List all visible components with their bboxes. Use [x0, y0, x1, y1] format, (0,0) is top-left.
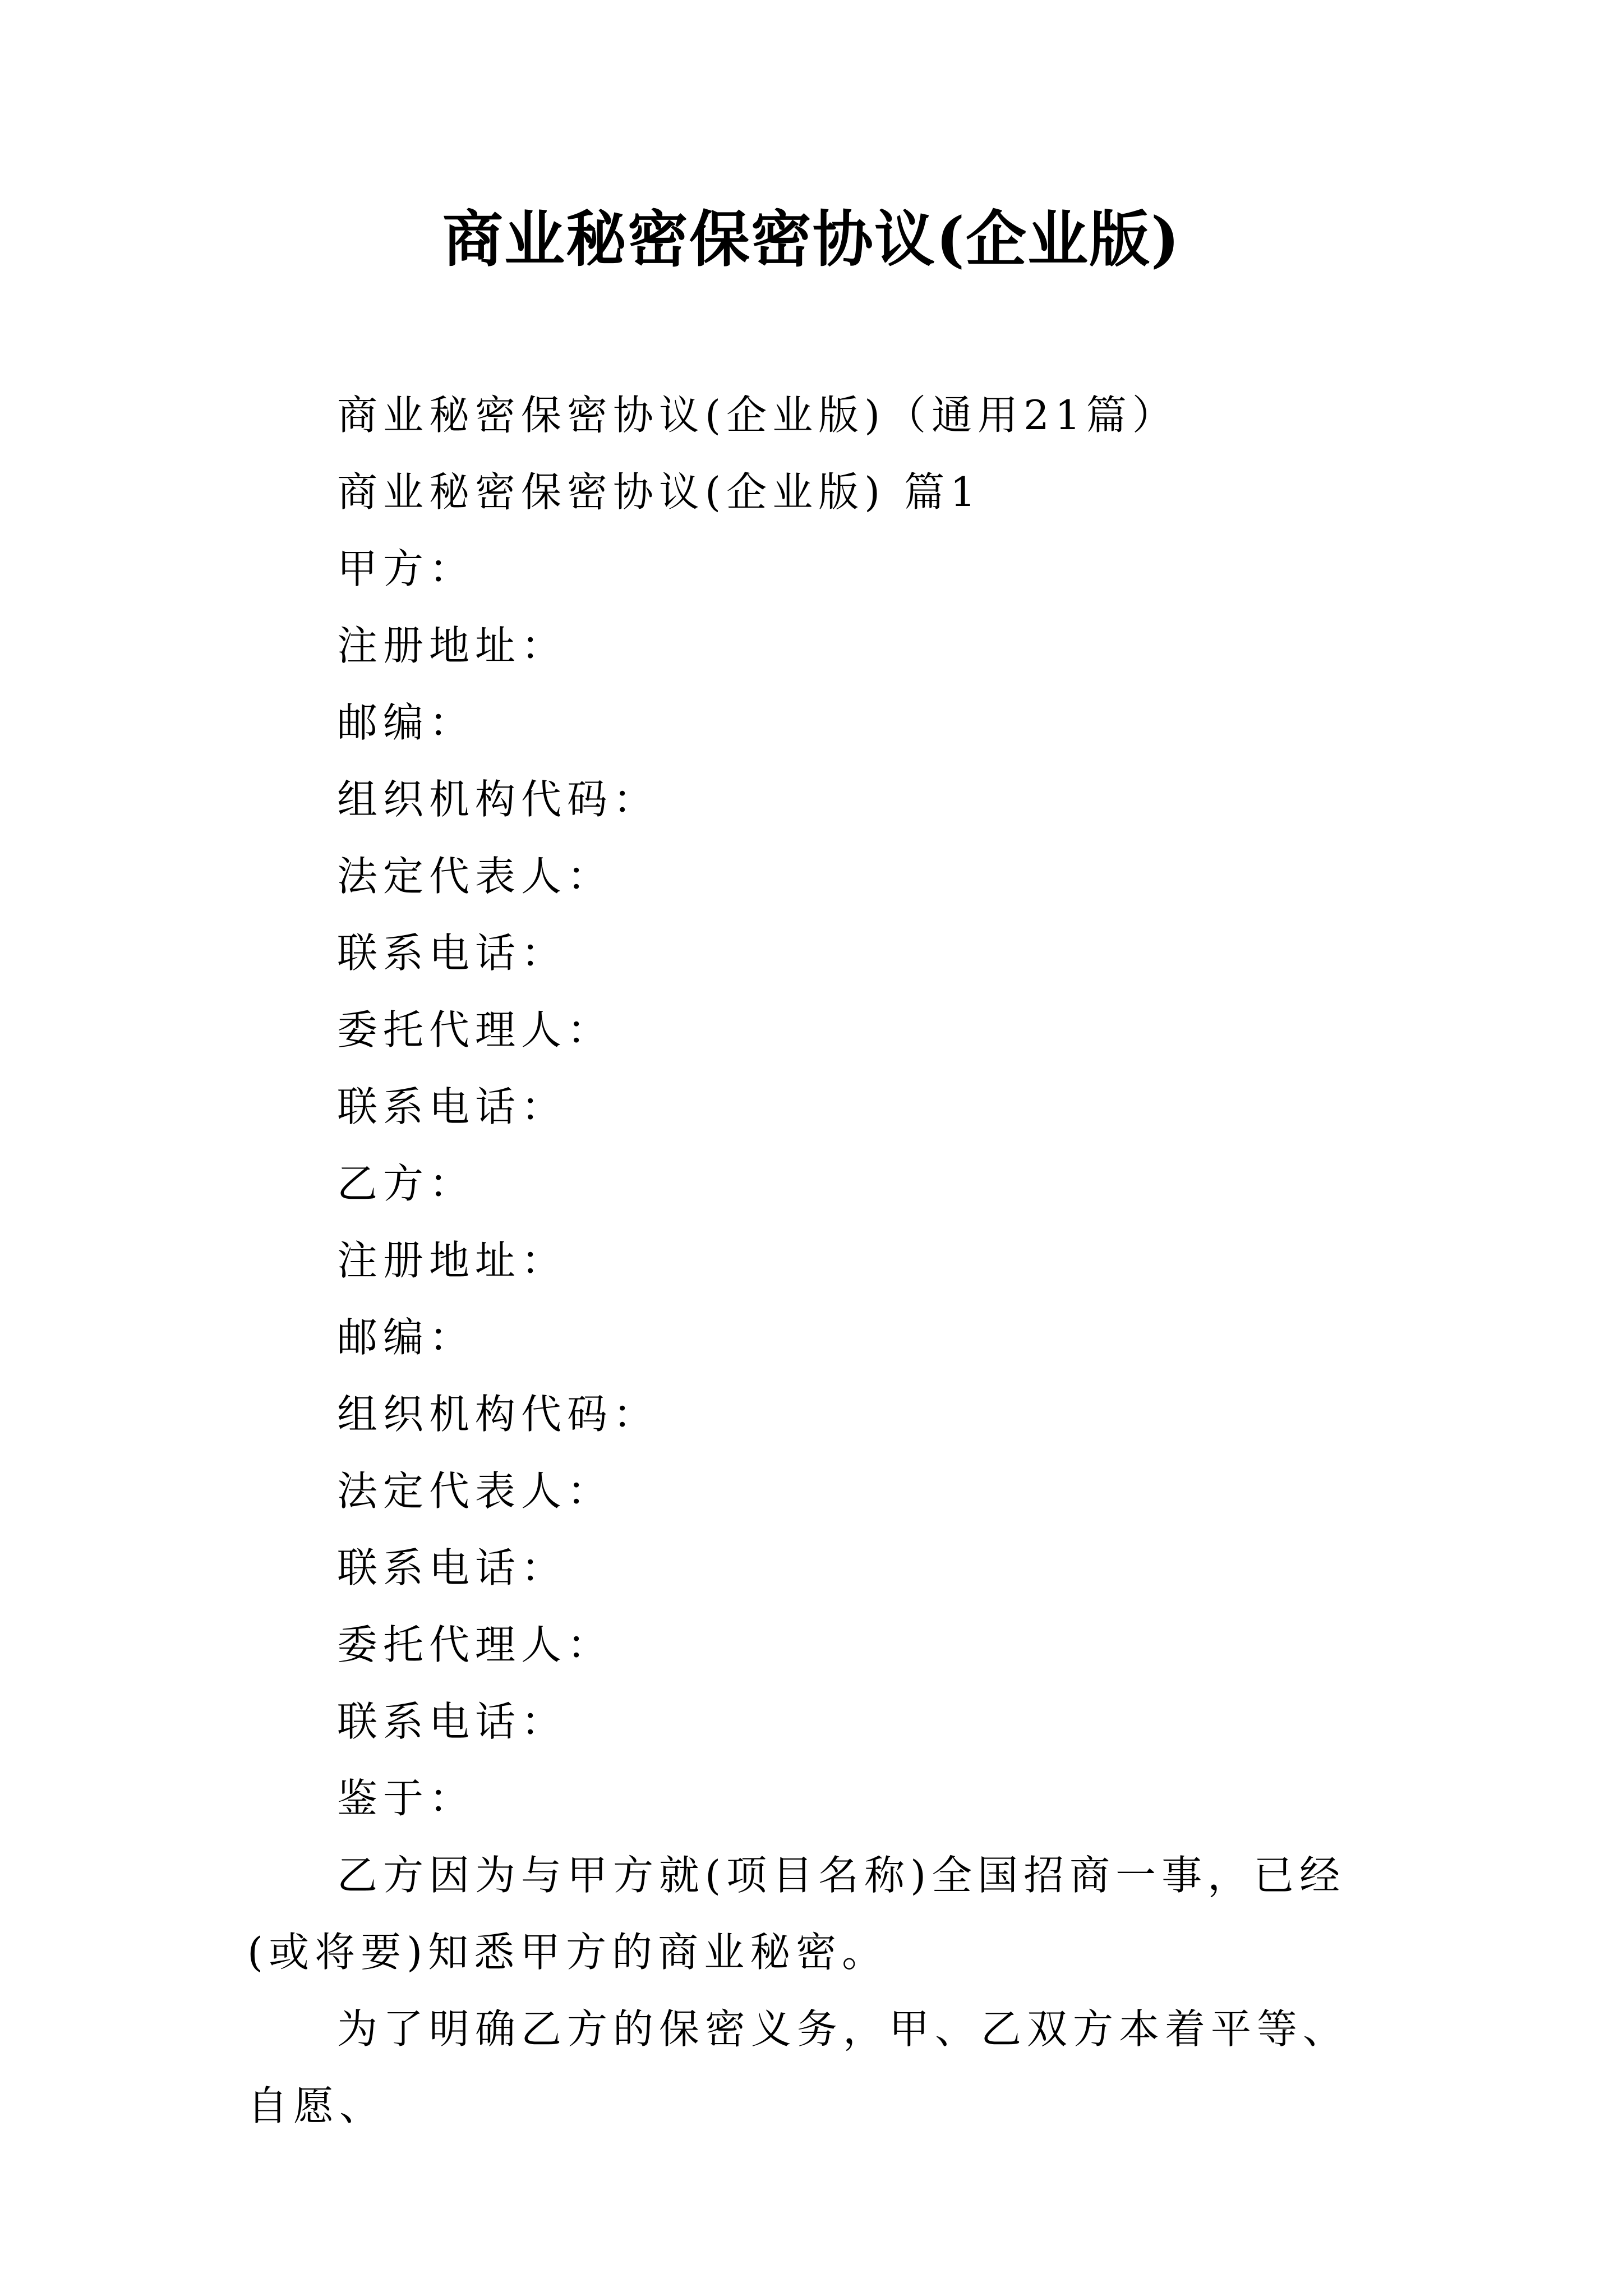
party-b-postcode: 邮编：	[337, 1314, 476, 1361]
party-a-label: 甲方：	[337, 545, 476, 592]
party-b-agent-phone: 联系电话：	[337, 1698, 568, 1745]
party-b-org-code: 组织机构代码：	[337, 1391, 660, 1438]
party-b-phone: 联系电话：	[337, 1544, 568, 1591]
party-a-agent-phone: 联系电话：	[337, 1083, 568, 1130]
document-body	[247, 377, 1378, 2145]
party-a-address: 注册地址：	[337, 622, 568, 669]
party-b-legal-rep: 法定代表人：	[337, 1467, 614, 1515]
party-a-agent: 委托代理人：	[337, 1006, 614, 1053]
party-a-phone: 联系电话：	[337, 930, 568, 977]
party-b-address: 注册地址：	[337, 1237, 568, 1284]
whereas-paragraph: 乙方因为与甲方就(项目名称)全国招商一事，已经(或将要)知悉甲方的商业秘密。	[247, 1852, 1346, 1976]
party-b-label: 乙方：	[337, 1160, 476, 1207]
party-a-org-code: 组织机构代码：	[337, 776, 660, 823]
whereas-label: 鉴于：	[337, 1775, 476, 1822]
document-title: 商业秘密保密协议(企业版)	[442, 204, 1181, 275]
party-a-postcode: 邮编：	[337, 699, 476, 746]
party-b-agent: 委托代理人：	[337, 1621, 614, 1668]
purpose-paragraph: 为了明确乙方的保密义务，甲、乙双方本着平等、自愿、	[247, 2005, 1349, 2129]
section-heading: 商业秘密保密协议(企业版) 篇1	[337, 468, 981, 516]
document-subtitle: 商业秘密保密协议(企业版)（通用21篇）	[337, 392, 1178, 439]
party-a-legal-rep: 法定代表人：	[337, 853, 614, 900]
